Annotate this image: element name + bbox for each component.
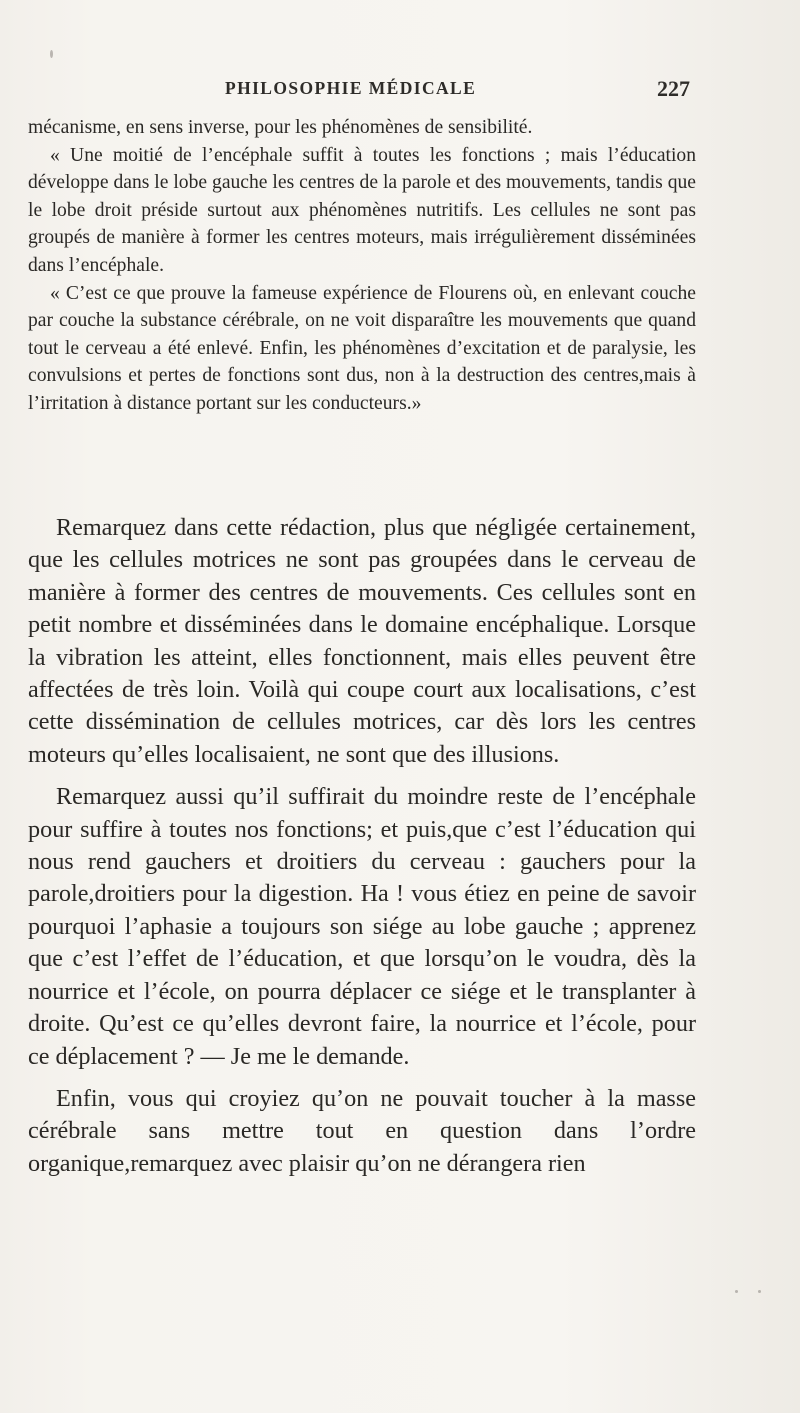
paper-speck: [735, 1290, 738, 1293]
body-paragraph: Enfin, vous qui croyiez qu’on ne pouvait toucher à la masse cérébrale sans mettre tout en question dans l’ordre organique,remarquez avec plaisir qu’on ne dérangera rien: [28, 1084, 696, 1177]
body-paragraph: Remarquez dans cette rédaction, plus que négligée certainement, que les cellules motrices ne sont pas groupées dans le cerveau de manière à former des centres de mouvements. Ces cellules sont en petit nombre et disséminées dans le domaine encéphalique. Lorsque la vibration les atteint, elles fonctionnent, mais elles peuvent être affectées de très loin. Voilà qui coupe court aux localisations, c’est cette dissémination de cellules motrices, car dès lors les centres moteurs qu’elles localisaient, ne sont que des illusions.: [28, 514, 696, 768]
quote-paragraph: « Une moitié de l’encéphale suffit à toutes les fonctions ; mais l’éducation développe dans le lobe gauche les centres de la parole et des mouvements, tandis que le lobe droit préside surtout aux phénomènes nutritifs. Les cellules ne sont pas groupés de manière à former les centres moteurs, mais irrégulièrement disséminées dans l’encéphale.: [28, 144, 696, 276]
main-text: [28, 512, 696, 1190]
quoted-passage: [28, 114, 696, 418]
page-number: 227: [657, 76, 690, 101]
running-head: [45, 78, 690, 104]
quote-paragraph: mécanisme, en sens inverse, pour les phénomènes de sensibilité.: [28, 117, 533, 138]
quote-paragraph: « C’est ce que prouve la fameuse expérience de Flourens où, en enlevant couche par couche la substance cérébrale, on ne voit disparaître les mouvements que quand tout le cerveau a été enlevé. Enfin, les phénomènes d’excitation et de paralysie, les convulsions et pertes de fonctions sont dus, non à la destruction des centres,mais à l’irritation à distance portant sur les conducteurs.»: [28, 282, 696, 414]
paper-speck: [50, 50, 53, 58]
running-title: PHILOSOPHIE MÉDICALE: [225, 78, 477, 98]
paper-speck: [758, 1290, 761, 1293]
body-paragraph: Remarquez aussi qu’il suffirait du moindre reste de l’encéphale pour suffire à toutes nos fonctions; et puis,que c’est l’éducation qui nous rend gauchers et droitiers du cerveau : gauchers pour la parole,droitiers pour la digestion. Ha ! vous étiez en peine de savoir pourquoi l’aphasie a toujours son siége au lobe gauche ; apprenez que c’est l’effet de l’éducation, et que lorsqu’on le voudra, dès la nourrice et l’école, on pourra déplacer ce siége et le transplanter à droite. Qu’est ce qu’elles devront faire, la nourrice et l’école, pour ce déplacement ? — Je me le demande.: [28, 783, 696, 1070]
